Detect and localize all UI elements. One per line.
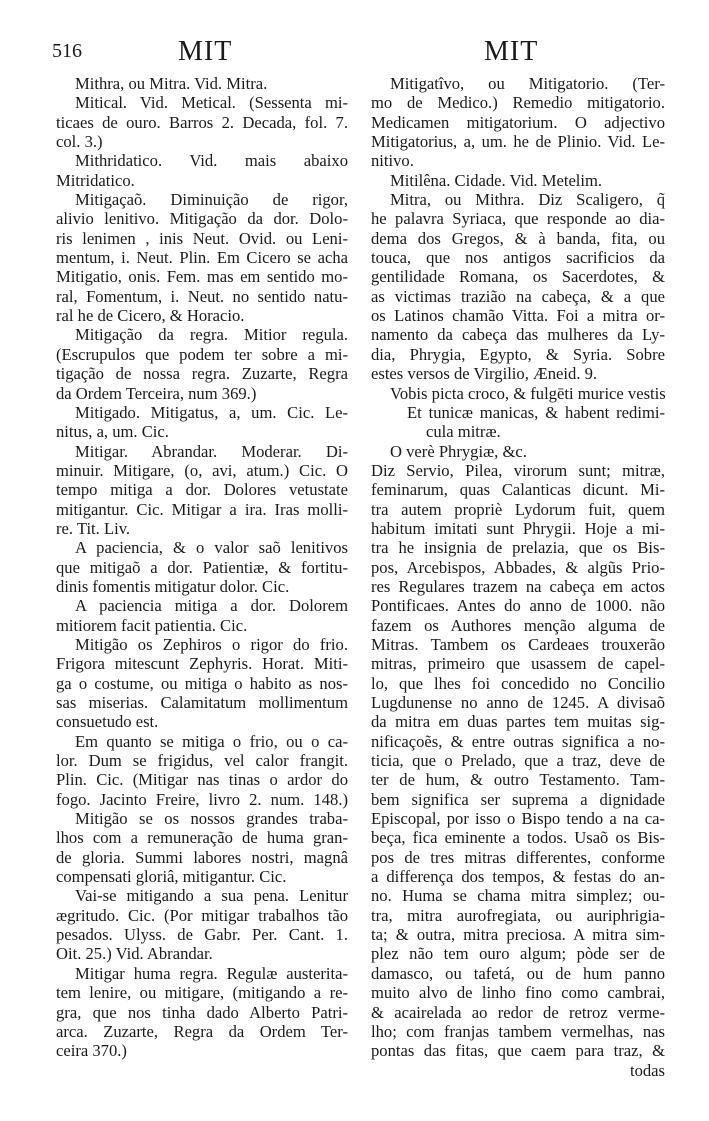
text-line: nitivo. [371, 151, 414, 171]
text-line: Mitigado. Mitigatus, a, um. Cic. Le- [75, 402, 348, 422]
text-line: habitum imitati sunt Phrygii. Hoje a mi- [371, 518, 665, 538]
text-line: Diz Servio, Pilea, virorum sunt; mitræ, [371, 460, 665, 480]
text-line: dia, Phrygia, Egypto, & Syria. Sobre [371, 344, 665, 364]
text-line: A paciencia mitiga a dor. Dolorem [75, 596, 348, 616]
text-line: lo, que lhes foi concedido no Concilio [371, 673, 665, 693]
text-line: as victimas trazião na cabeça, & a que [371, 286, 665, 306]
text-line: Episcopal, por isso o Bispo tendo a na ca- [371, 809, 665, 829]
text-line: da Ordem Terceira, num 369.) [56, 383, 257, 403]
text-line: Em quanto se mitiga o frio, ou o ca- [75, 731, 348, 751]
text-line: Mitigaçaõ. Diminuição de rigor, [75, 190, 348, 210]
text-line: gra, que nos tinha dado Alberto Patri- [56, 1002, 348, 1022]
text-line: mentum, i. Neut. Plin. Em Cicero se acha [56, 248, 348, 268]
text-line: compensati gloriâ, mitigantur. Cic. [56, 867, 287, 887]
text-line: Mitras. Tambem os Cardeaes trouxerão [371, 634, 665, 654]
text-line: Mitridatico. [56, 170, 135, 190]
text-line: A paciencia, & o valor saõ lenitivos [75, 538, 348, 558]
text-line: sas miserias. Calamitatum mollimentum [56, 693, 348, 712]
text-line: Mithridatico. Vid. mais abaixo [75, 151, 348, 171]
text-line: beça, fica eminente a todos. Usaõ os Bis- [371, 828, 665, 848]
text-line: Mitigatio, onis. Fem. mas em sentido mo- [56, 267, 348, 287]
text-line: Et tunicæ manicas, & habent redimi- [407, 402, 665, 422]
text-line: fogo. Jacinto Freire, livro 2. num. 148.) [56, 789, 348, 809]
running-head-left: MIT [178, 36, 233, 67]
page-number: 516 [52, 40, 82, 62]
text-line: Pontificaes. Antes do anno de 1000. não [371, 596, 665, 616]
text-line: ter de hum, & outro Testamento. Tam- [371, 770, 665, 790]
text-line: Mitigar huma regra. Regulæ austerita- [75, 963, 348, 983]
text-line: re. Tit. Liv. [56, 518, 131, 538]
text-line: mitiorem facit patientia. Cic. [56, 615, 248, 635]
text-line: ta; & outra, mitra preciosa. A mitra sim- [371, 925, 665, 945]
text-line: arca. Zuzarte, Regra da Ordem Ter- [56, 1021, 348, 1041]
text-line: ris lenimen , inis Neut. Ovid. ou Leni- [56, 228, 348, 248]
text-line: lor. Dum se frigidus, vel calor frangit. [56, 751, 348, 771]
text-line: lho; com franjas tambem vermelhas, nas [371, 1021, 665, 1041]
left-column [56, 74, 348, 1061]
running-head-right: MIT [484, 36, 539, 67]
text-line: Frigora mitescunt Zephyris. Horat. Miti- [56, 654, 348, 674]
text-line: ægritudo. Cic. (Por mitigar trabalhos tão [56, 905, 348, 925]
text-line: tempo mitiga a dor. Dolores vetustate [56, 480, 348, 500]
text-line: bem significa ser suprema a dignidade [371, 789, 665, 809]
text-line: Mitilêna. Cidade. Vid. Metelim. [390, 170, 603, 190]
text-line: feminarum, quas Calanticas dicunt. Mi- [371, 480, 665, 500]
text-line: que mitigaõ a dor. Patientiæ, & fortitu- [56, 557, 348, 577]
text-line: Mitigação da regra. Mitior regula. [75, 325, 348, 345]
text-line: (Escrupulos que podem ter sobre a mi- [56, 344, 348, 364]
text-line: tra he insignia de prelazia, que os Bis- [371, 538, 665, 558]
text-line: todas [629, 1060, 665, 1080]
text-line: ral he de Cicero, & Horacio. [56, 306, 245, 326]
text-line: lhos com a remuneração de huma gran- [56, 828, 348, 848]
text-line: ticaes de ouro. Barros 2. Decada, fol. 7. [56, 112, 348, 132]
text-line: consuetudo est. [56, 712, 159, 732]
text-line: tra, mitra aurofregiata, ou auriphrigia- [371, 905, 665, 925]
text-line: res Regulares trazem na cabeça em actos [371, 576, 665, 596]
text-line: damasco, ou tafetá, ou de hum panno [371, 963, 665, 983]
text-line: Mitra, ou Mithra. Diz Scaligero, q̃ [390, 190, 665, 210]
text-line: fazem os Authores menção alguma de [371, 615, 665, 635]
text-line: Medicamen mitigatorium. O adjectivo [371, 112, 665, 132]
text-line: tra autem propriè Lydorum fuit, quem [371, 499, 665, 519]
text-line: nitus, a, um. Cic. [56, 422, 169, 442]
text-line: Vobis picta croco, & fulgēti murice vestis [390, 383, 666, 403]
text-line: estes versos de Virgilio, Æneid. 9. [371, 364, 598, 384]
text-line: Vai-se mitigando a sua pena. Lenitur [75, 886, 348, 906]
text-line: he palavra Syriaca, que responde ao dia- [371, 209, 665, 229]
text-line: Mitigatîvo, ou Mitigatorio. (Ter- [390, 74, 665, 93]
text-line: Mitigão se os nossos grandes traba- [75, 809, 348, 829]
text-line: mitras, primeiro que usassem de capel- [371, 654, 665, 674]
text-line: os Latinos chamão Vitta. Foi a mitra or- [371, 306, 665, 326]
text-line: touca, que nos antigos sacrificios da [371, 248, 665, 268]
text-line: mo de Medico.) Remedio mitigatorio. [371, 93, 665, 113]
text-line: & acairelada ao redor de retroz verme- [371, 1002, 665, 1022]
text-line: da mitra em duas partes tem muitas sig- [371, 712, 665, 732]
text-line: pontas das fitas, que caem para traz, & [371, 1041, 665, 1061]
text-line: plez não tem ouro algum; pòde ser de [371, 944, 665, 964]
text-line: Plin. Cic. (Mitigar nas tinas o ardor do [56, 770, 348, 790]
text-line: ga o costume, ou mitiga o habito as nos- [56, 673, 348, 693]
text-line: O verè Phrygiæ, &c. [390, 441, 527, 461]
text-line: Mitigão os Zephiros o rigor do frio. [75, 634, 348, 654]
text-line: namento da cabeça das mulheres da Ly- [371, 325, 665, 345]
text-line: no. Huma se chama mitra simplez; ou- [371, 886, 665, 906]
text-line: Mitical. Vid. Metical. (Sessenta mi- [75, 93, 348, 113]
text-line: Mitigatorius, a, um. he de Plinio. Vid. Le- [371, 132, 665, 152]
text-line: Lugdunense no anno de 1245. A divisaõ [371, 693, 665, 712]
text-line: ticia, que o Prelado, que a traz, deve de [371, 751, 665, 771]
text-line: de gloria. Summi labores nostri, magnâ [56, 847, 348, 867]
right-column [371, 74, 665, 1080]
text-line: Mithra, ou Mitra. Vid. Mitra. [75, 74, 268, 93]
text-line: mitigantur. Cic. Mitigar a ira. Iras molli- [56, 499, 348, 519]
text-line: a differença dos tempos, & festas do an- [371, 867, 665, 887]
text-line: Mitigar. Abrandar. Moderar. Di- [75, 441, 348, 461]
text-line: ceira 370.) [56, 1041, 127, 1061]
text-line: pos, Arcebispos, Abbades, & algũs Prio- [371, 557, 665, 577]
text-line: cula mitræ. [426, 422, 501, 442]
text-line: tigação de nossa regra. Zuzarte, Regra [56, 364, 348, 384]
text-line: dema dos Gregos, & à banda, fita, ou [371, 228, 665, 248]
text-line: col. 3.) [56, 132, 103, 152]
text-line: alivio lenitivo. Mitigação da dor. Dolo- [56, 209, 348, 229]
text-line: nificaçoẽs, & entre outras significa a no- [371, 731, 665, 751]
text-line: pos de tres mitras differentes, conforme [371, 847, 665, 867]
text-line: minuir. Mitigare, (o, avi, atum.) Cic. O [56, 460, 348, 480]
text-line: muito alvo de linho fino como cambrai, [371, 983, 665, 1003]
text-line: Oit. 25.) Vid. Abrandar. [56, 944, 213, 964]
text-line: ral, Fomentum, i. Neut. no sentido natu- [56, 286, 348, 306]
text-line: tem lenire, ou mitigare, (mitigando a re- [56, 983, 348, 1003]
text-line: pesados. Ulyss. de Gabr. Per. Cant. 1. [56, 925, 348, 945]
text-line: dinis fomentis mitigatur dolor. Cic. [56, 576, 290, 596]
text-line: gentilidade Romana, os Sacerdotes, & [371, 267, 665, 287]
